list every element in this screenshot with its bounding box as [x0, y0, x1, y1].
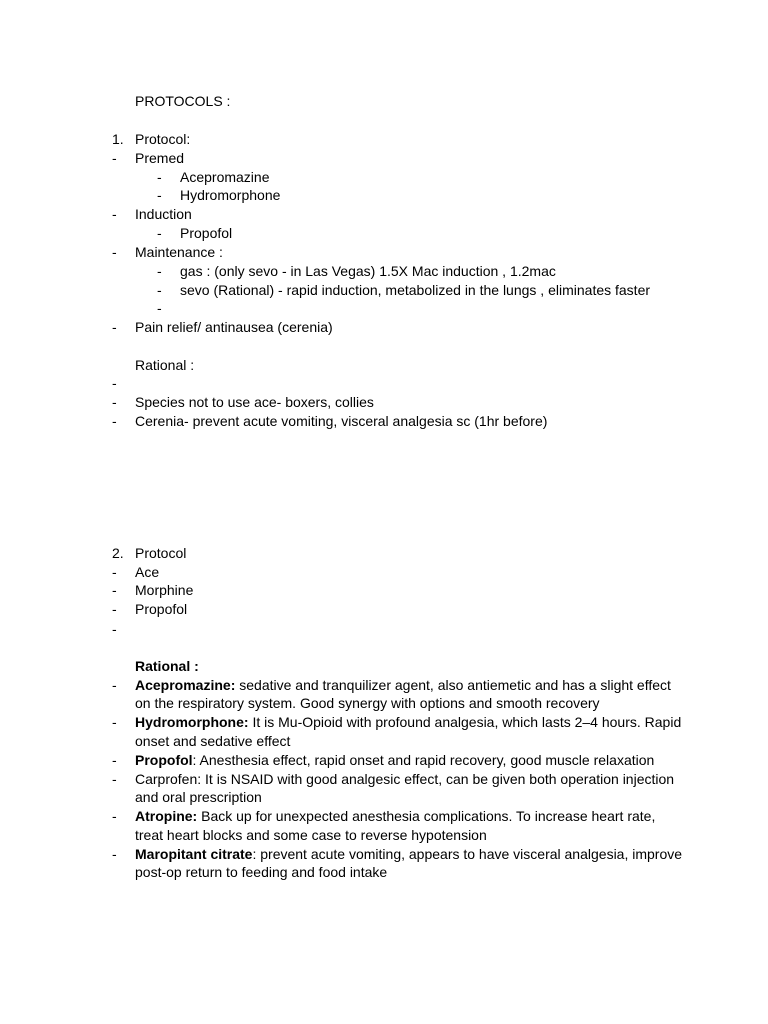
bullet-dash: -	[112, 677, 117, 693]
bullet-dash: -	[112, 206, 117, 222]
bullet-dash: -	[112, 752, 117, 768]
bullet-dash: -	[112, 319, 117, 335]
section-number: 1.	[112, 131, 124, 147]
sub-list-item: Propofol	[180, 225, 233, 241]
list-item: Ace	[135, 564, 160, 580]
sub-bullet-dash: -	[157, 282, 162, 298]
rationale-text: : prevent acute vomiting, appears to have visceral analgesia, improve	[252, 846, 683, 862]
drug-term: Maropitant citrate	[135, 846, 253, 862]
rational-heading: Rational :	[135, 357, 195, 373]
list-item: Pain relief/ antinausea (cerenia)	[135, 319, 333, 335]
rational-heading: Rational :	[135, 658, 199, 674]
rationale-text: : Anesthesia effect, rapid onset and rapid recovery, good muscle relaxation	[192, 752, 655, 768]
rationale-line	[135, 751, 654, 769]
sub-list-item: sevo (Rational) - rapid induction, metabolized in the lungs , eliminates faster	[180, 282, 651, 298]
rationale-text: Back up for unexpected anesthesia complications. To increase heart rate,	[197, 808, 656, 824]
bullet-dash: -	[112, 394, 117, 410]
bullet-dash: -	[112, 413, 117, 429]
list-item: Maintenance :	[135, 244, 223, 260]
bullet-dash: -	[112, 582, 117, 598]
rationale-text: sedative and tranquilizer agent, also antiemetic and has a slight effect	[235, 677, 671, 693]
section-heading: Protocol	[135, 545, 187, 561]
sub-list-item: Hydromorphone	[180, 187, 281, 203]
sub-bullet-dash: -	[157, 263, 162, 279]
list-item: Induction	[135, 206, 192, 222]
rationale-line	[135, 676, 671, 694]
list-item: Cerenia- prevent acute vomiting, visceral analgesia sc (1hr before)	[135, 413, 548, 429]
rationale-continuation: on the respiratory system. Good synergy with options and smooth recovery	[135, 695, 600, 711]
bullet-dash: -	[112, 808, 117, 824]
sub-list-item: Acepromazine	[180, 169, 270, 185]
rationale-continuation: onset and sedative effect	[135, 733, 291, 749]
bullet-dash: -	[112, 375, 117, 391]
drug-term: Acepromazine:	[135, 677, 236, 693]
bullet-dash: -	[112, 714, 117, 730]
list-item: Propofol	[135, 601, 188, 617]
rationale-text: It is Mu-Opioid with profound analgesia, which lasts 2–4 hours. Rapid	[248, 714, 682, 730]
document-title: PROTOCOLS :	[135, 93, 231, 109]
drug-term: Hydromorphone:	[135, 714, 249, 730]
drug-term: Atropine:	[135, 808, 198, 824]
rationale-continuation: post-op return to feeding and food intake	[135, 864, 388, 880]
list-item: Premed	[135, 150, 185, 166]
rationale-line: Carprofen: It is NSAID with good analgesic effect, can be given both operation injection	[135, 771, 675, 787]
sub-bullet-dash: -	[157, 187, 162, 203]
bullet-dash: -	[112, 846, 117, 862]
section-heading: Protocol:	[135, 131, 191, 147]
bullet-dash: -	[112, 621, 117, 637]
list-item: Morphine	[135, 582, 194, 598]
drug-term: Propofol	[135, 752, 193, 768]
rationale-line	[135, 845, 682, 863]
sub-bullet-dash: -	[157, 300, 162, 316]
list-item: Species not to use ace- boxers, collies	[135, 394, 374, 410]
bullet-dash: -	[112, 564, 117, 580]
sub-bullet-dash: -	[157, 169, 162, 185]
rationale-continuation: and oral prescription	[135, 789, 262, 805]
rationale-line	[135, 713, 681, 731]
bullet-dash: -	[112, 601, 117, 617]
sub-bullet-dash: -	[157, 225, 162, 241]
section-number: 2.	[112, 545, 124, 561]
rationale-line	[135, 807, 655, 825]
rationale-continuation: treat heart blocks and some case to reverse hypotension	[135, 827, 487, 843]
bullet-dash: -	[112, 150, 117, 166]
bullet-dash: -	[112, 244, 117, 260]
bullet-dash: -	[112, 771, 117, 787]
sub-list-item: gas : (only sevo - in Las Vegas) 1.5X Mac induction , 1.2mac	[180, 263, 556, 279]
